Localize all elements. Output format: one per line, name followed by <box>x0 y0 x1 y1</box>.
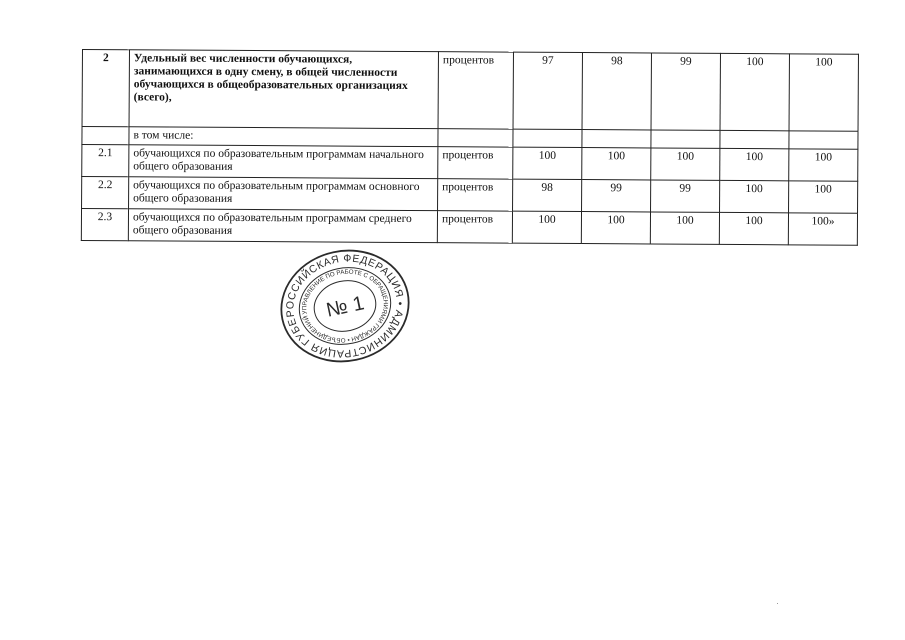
indicator-name: обучающихся по образовательным программам среднего общего образования <box>128 209 437 243</box>
value-cell <box>789 131 858 149</box>
value-cell <box>720 130 789 148</box>
value-cell: 100 <box>582 148 651 180</box>
value-cell: 97 <box>513 52 582 129</box>
value-cell: 99 <box>651 53 720 130</box>
row-number <box>82 127 129 145</box>
value-cell: 100 <box>789 181 858 213</box>
value-cell: 100 <box>513 147 582 179</box>
table-row <box>82 50 858 132</box>
table-row <box>82 177 858 214</box>
official-seal <box>276 248 414 364</box>
row-number: 2.1 <box>82 145 129 177</box>
value-cell: 99 <box>582 180 651 212</box>
value-cell: 98 <box>582 53 651 130</box>
table-row <box>81 209 857 246</box>
indicator-name: в том числе: <box>129 127 438 147</box>
unit-cell: процентов <box>438 147 513 179</box>
unit-cell <box>438 129 513 147</box>
indicator-name: обучающихся по образовательным программам начального общего образования <box>129 145 438 179</box>
seal-outer-text: РОССИЙСКАЯ ФЕДЕРАЦИЯ • АДМИНИСТРАЦИЯ ГУБЕРНАТОРА <box>284 252 406 360</box>
unit-cell: процентов <box>437 211 512 243</box>
value-cell: 99 <box>651 180 720 212</box>
row-number: 2 <box>82 50 129 127</box>
value-cell: 100 <box>720 180 789 212</box>
unit-cell: процентов <box>438 52 513 129</box>
unit-cell: процентов <box>438 179 513 211</box>
value-cell: 100 <box>581 212 650 244</box>
value-cell: 100 <box>789 54 858 131</box>
value-cell: 100 <box>719 212 788 244</box>
indicator-name: Удельный вес численности обучающихся, занимающихся в одну смену, в общей численности обучающихся в общеобразовательных организациях (всего), <box>129 50 438 129</box>
value-cell: 100 <box>651 148 720 180</box>
indicator-name: обучающихся по образовательным программам основного общего образования <box>129 177 438 211</box>
seal-center-number: № 1 <box>324 292 367 322</box>
value-cell <box>582 130 651 148</box>
scan-speck <box>777 603 778 604</box>
value-cell: 100 <box>650 212 719 244</box>
value-cell: 100» <box>788 213 857 245</box>
table-row <box>82 145 858 182</box>
seal-inner-text: УПРАВЛЕНИЕ ПО РАБОТЕ С ОБРАЩЕНИЯМИ ГРАЖДАН • ОБЪЕДИНЕНИЙ <box>301 268 389 344</box>
row-number: 2.3 <box>81 209 128 241</box>
row-number: 2.2 <box>82 177 129 209</box>
indicator-table <box>81 49 859 246</box>
value-cell: 100 <box>720 53 789 130</box>
value-cell: 100 <box>720 148 789 180</box>
value-cell: 100 <box>789 149 858 181</box>
value-cell <box>651 130 720 148</box>
value-cell: 98 <box>513 179 582 211</box>
value-cell <box>513 129 582 147</box>
value-cell: 100 <box>512 211 581 243</box>
